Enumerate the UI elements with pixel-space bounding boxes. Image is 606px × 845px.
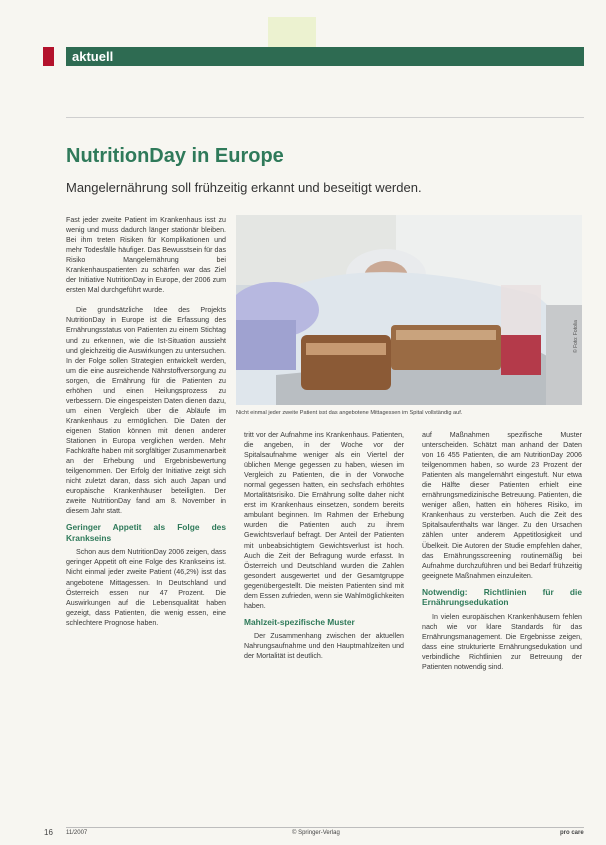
section-header-bar [66,47,584,66]
paragraph: Schon aus dem NutritionDay 2006 zeigen, dass geringer Appetit oft eine Folge des Krankseins ist. Nicht einmal jeder zweite Patient (46,2%) isst das angebotene Mittagessen. In Deutschland und Österreich essen nur 47 Prozent. Die Auswirkungen auf die Lebensqualität haben gezeigt, dass Patienten, die wenig essen, eine schlechtere Prognose haben. [66,548,226,627]
section-accent-bar [43,47,54,66]
photo-credit: © Foto: Fotolia [573,320,579,353]
subheading: Notwendig: Richtlinien für die Ernährungsedukation [422,586,582,608]
text-column-1 [66,215,226,628]
footer-divider [66,827,584,828]
issue-label: 11/2007 [66,830,88,836]
paragraph: tritt vor der Aufnahme ins Krankenhaus. Patienten, die angeben, in der Woche vor der Spitalsaufnahme weniger als ein Viertel der üblichen Menge gegessen zu haben, wiesen im Vergleich zu Patienten, die in der Vorwoche normal gegessen hatten, ein sechsfach erhöhtes Mortalitätsrisiko. Die Ernährung sollte daher nicht erst im Krankenhaus einsetzen, sondern bereits ambulant beginnen. Im Rahmen der Erhebung wurden die Patienten auch zu ihrem Gewichtsverlauf befragt. Der Anteil der Patienten mit unbeabsichtigtem Gewichtsverlust ist hoch. Auch die Zeit der Befragung wurde erfasst. In Österreich und Deutschland wurden die Zahlen gesondert ausgewertet und der Gesamtgruppe gegenübergestellt. Die meisten Patienten sind mit dem Essen zufrieden, wenn sie Wahlmöglichkeiten haben. [244,431,404,610]
paragraph: In vielen europäischen Krankenhäusern fehlen nach wie vor klare Standards für das Ernährungsmanagement. Die Ergebnisse zeigen, dass eine strukturierte Ernährungsedukation und verbindliche Richtlinien zur Betreuung der Patienten notwendig sind. [422,612,582,671]
publisher-label: © Springer-Verlag [292,830,340,836]
journal-name: pro care [560,830,584,836]
paragraph: Die grundsätzliche Idee des Projekts NutritionDay in Europe ist die Erfassung des Ernährungsstatus von Patienten zu einem Stichtag und zu erkennen, wie die Ist-Situation aussieht und gleichzeitig die Auswirkungen zu untersuchen. In der Folge sollen Strategien entwickelt werden, um die eine ausreichende Nährstoffversorgung zu sorgen, die Ernährung für die Patienten zu erhöhen und einen Heilungsprozess zu verbessern. Die eingespeisten Daten dienen dazu, um einen Vergleich über die Abläufe im Krankenhaus zu ermöglichen. Die Daten der eigenen Station können mit denen anderer Stationen in Europa verglichen werden. Mehr Fachkräfte haben mit sorgfältiger Zusammenarbeit an der Erhebung und Ergebnisbewertung teilgenommen. Der Erfolg der Initiative zeigt sich nicht zuletzt daran, dass sich auch Japan und europäische Krankenhäuser beteiligten. Der zweite NutritionDay fand am 8. November in diesem Jahr statt. [66,306,226,516]
article-subtitle: Mangelernährung soll frühzeitig erkannt und beseitigt werden. [66,180,422,195]
section-label: aktuell [72,49,114,64]
paragraph: Der Zusammenhang zwischen der aktuellen Nahrungsaufnahme und den Hauptmahlzeiten und der Mortalität ist deutlich. [244,632,404,661]
photo-caption: Nicht einmal jeder zweite Patient isst das angebotene Mittagessen im Spital vollständig auf. [236,410,463,416]
text-column-2 [244,430,404,661]
paragraph: Fast jeder zweite Patient im Krankenhaus isst zu wenig und muss dadurch länger stationär bleiben. Bei ihm treten Risiken für Komplikationen und mehr Todesfälle häufiger. Das Bewusstsein für das Risiko Mangelernährung bei Krankenhauspatienten zu schärfen war das Ziel der Initiative NutritionDay in Europe, der 2006 zum ersten Mal durchgeführt wurde. [66,216,226,295]
subheading: Geringer Appetit als Folge des Krankseins [66,522,226,543]
page-number: 16 [44,828,53,837]
header-divider [66,117,584,118]
hospital-patient-meal-illustration [236,215,582,405]
article-title: NutritionDay in Europe [66,145,284,167]
text-column-3 [422,430,582,672]
article-photo [236,215,582,405]
subheading: Mahlzeit-spezifische Muster [244,616,355,627]
paragraph: auf Maßnahmen spezifische Muster unterscheiden. Schätzt man anhand der Daten von 16 455 Patienten, die am NutritionDay 2006 teilgenommen haben, so wurde 23 Prozent der Patienten als mangelernährt eingestuft. Nur etwa die Hälfte dieser Patienten erhielt eine ernährungsmedizinische Betreuung. Patienten, die weniger aßen, hatten ein höheres Risiko, im Krankenhaus zu versterben. Auch die Zeit des Spitalsaufenthalts war länger. Zu den Ursachen zählen unter anderem Appetitlosigkeit und Übelkeit. Die Autoren der Studie empfehlen daher, das Ernährungsscreening routinemäßig bei Aufnahme durchzuführen und bei Bedarf frühzeitig geeignete Maßnahmen einzuleiten. [422,431,582,580]
